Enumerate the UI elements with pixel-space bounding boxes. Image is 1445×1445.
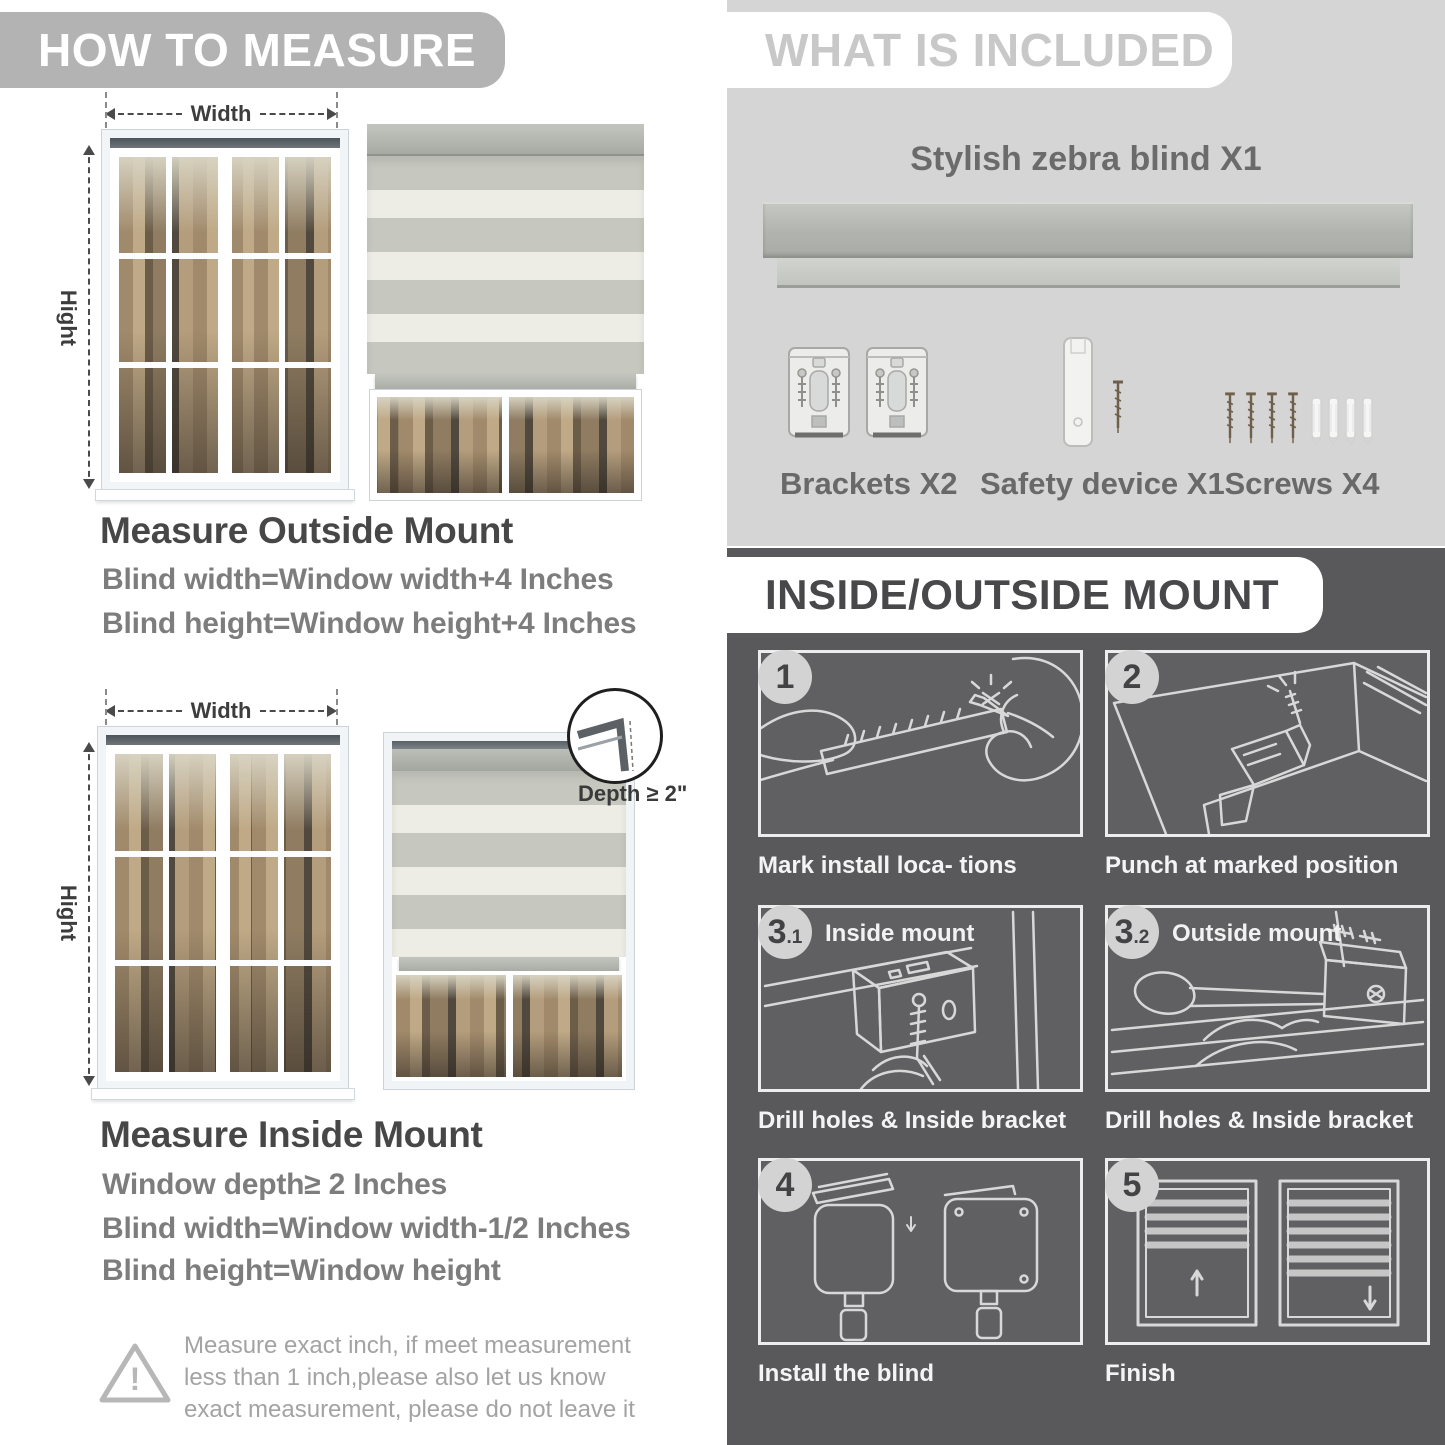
wall-anchors-group [1310,396,1374,446]
inside-mount-line: Window depth≥ 2 Inches [102,1168,448,1201]
step-5-panel [1105,1158,1430,1345]
window-illustration-outside [102,130,348,490]
depth-detail-magnifier [567,688,663,784]
screws-group [1222,390,1301,446]
outside-mount-title: Measure Outside Mount [100,510,514,551]
step-1-caption: Mark install loca- tions [758,852,1017,879]
height-dimension-arrow-outside [88,147,90,487]
warning-triangle-icon [98,1340,172,1408]
window-top-recess [106,735,340,745]
bracket-icon [864,342,930,444]
blind-bottom-rail [399,957,619,971]
product-label: Stylish zebra blind X1 [910,140,1262,178]
dimension-tick [105,92,107,128]
dimension-tick [105,689,107,725]
step-5-caption: Finish [1105,1360,1176,1387]
step-number-badge: 3 .2 [1105,905,1159,959]
bracket-icon [786,342,852,444]
wall-anchor-icon [1344,396,1357,446]
how-to-measure-header-label: HOW TO MEASURE [38,24,477,76]
step-3-2-caption: Drill holes & Inside bracket [1105,1107,1414,1134]
item-label-screws: Screws X4 [1224,466,1380,501]
blind-bottom-rail [375,374,635,390]
step-number-badge: 5 [1105,1158,1159,1212]
inside-mount-title: Measure Inside Mount [100,1114,483,1155]
step-3-1-caption: Drill holes & Inside bracket [758,1107,1067,1134]
mount-header-label: INSIDE/OUTSIDE MOUNT [765,571,1280,618]
step-number-badge: 3 .1 [758,905,812,959]
width-label: Width [190,698,252,723]
wall-anchor-icon [1361,396,1374,446]
svg-text:!: ! [129,1361,141,1397]
height-label: Hight [56,289,82,347]
step-3-2-panel [1105,905,1430,1092]
step-4-panel [758,1158,1083,1345]
step-2-caption: Punch at marked position [1105,852,1399,879]
screw-icon [1222,390,1238,446]
height-dimension-arrow-inside [88,744,90,1084]
window-sill [92,1089,354,1099]
height-label: Hight [56,884,82,942]
outside-mount-line: Blind height=Window height+4 Inches [102,607,637,640]
width-dimension-arrow-inside [105,700,337,722]
inside-mount-line: Blind height=Window height [102,1254,501,1287]
window-top-recess [110,138,340,148]
dimension-tick [336,689,338,725]
step-1-panel [758,650,1083,837]
blind-zebra-stripes [367,156,644,374]
step-3-1-title: Inside mount [825,920,975,947]
what-is-included-header-label: WHAT IS INCLUDED [765,24,1215,76]
screw-icon [1243,390,1259,446]
outside-mount-line: Blind width=Window width+4 Inches [102,563,614,596]
step-number-badge: 2 [1105,650,1159,704]
safety-device-icon [1060,336,1098,450]
item-label-brackets: Brackets X2 [780,466,958,501]
how-to-measure-header [0,12,505,88]
zebra-blind-illustration-outside [367,124,644,500]
step-4-caption: Install the blind [758,1360,935,1387]
screw-icon [1110,378,1126,436]
screw-icon [1285,390,1301,446]
blind-headrail-image [763,202,1413,258]
step-2-panel [1105,650,1430,837]
window-sill [96,490,354,500]
window-pane [232,157,331,473]
dimension-tick [336,92,338,128]
step-3-1-panel [758,905,1083,1092]
screw-icon [1264,390,1280,446]
step-number-badge: 1 [758,650,812,704]
wall-anchor-icon [1327,396,1340,446]
step-number-badge: 4 [758,1158,812,1212]
window-below-blind [370,390,642,500]
window-pane [115,754,216,1072]
window-pane [119,157,218,473]
mount-header [727,557,1323,633]
window-below-blind [392,971,626,1081]
measure-warning-text: Measure exact inch, if meet measurement less than 1 inch,please also let us know exact measurement, please do not leave it [184,1332,635,1423]
width-label: Width [190,101,252,126]
window-pane [230,754,331,1072]
width-dimension-arrow-outside [105,103,337,125]
depth-label: Depth ≥ 2" [578,781,688,806]
blind-headrail-lip [777,258,1400,288]
window-corner-detail-icon [570,691,660,781]
inside-mount-line: Blind width=Window width-1/2 Inches [102,1212,631,1245]
step-3-2-title: Outside mount [1172,920,1342,947]
what-is-included-header [727,12,1232,88]
blind-headrail [367,124,644,156]
wall-anchor-icon [1310,396,1323,446]
window-illustration-inside [98,727,348,1089]
item-label-safety-device: Safety device X1 [980,466,1225,501]
